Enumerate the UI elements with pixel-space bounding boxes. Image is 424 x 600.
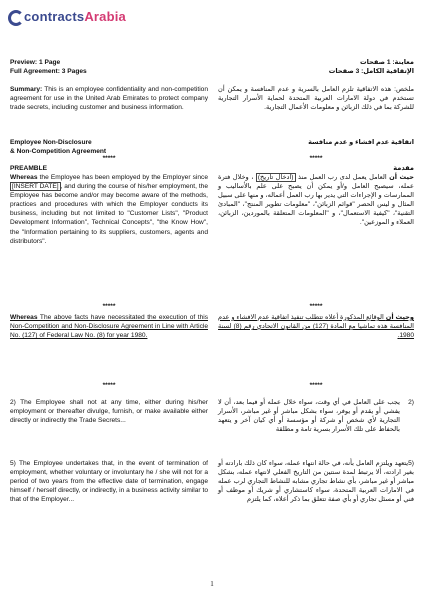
clause-5: 5) The Employee undertakes that, in the event of termination of employment, whether voluntary or involuntary he / she will not for a period of two years from the effective date of termination, engage himself / herself directly, or indirectly, in a business activity similar to that of the Employer... <box>10 460 208 504</box>
clause-2-number-ar: (2 <box>408 399 414 406</box>
whereas-paragraph-1: Whereas the Employee has been employed by the Employer since [INSERT DATE] , and during the course of his/her employment, the Employee has become and/or may become aware of the methods, practices and procedures with which the Employer conducts its business, including but not limited to "Customer Lists", "Product Development Information", Technical Concepts", "the Know How", the "Information pertaining to its suppliers, customers, agents and distributors". <box>10 174 208 245</box>
full-pages-ar: الإتفاقية الكامل: 3 صفحات <box>328 68 414 75</box>
whereas-paragraph-2-ar: وحيث أن الوقائع المذكورة أعلاه تتطلب تنفيذ اتفاقية عدم الافشاء و عدم المنافسة هذه تماشيا مع المادة (127) من القانون الاتحادي رقم (8) لسنة 1980. <box>218 314 415 340</box>
clause-2: 2) The Employee shall not at any time, either during his/her employment or thereafter divulge, furnish, or make available either directly or indirectly the Trade Secrets... <box>10 399 208 425</box>
clause-2-ar: (2 يجب على العامل في أي وقت، سواء خلال عمله أو فيما بعد، أن لا يفشي أو يقدم أو يوفر، سواء بشكل مباشر أو غير مباشر، الأسرار التجارية لأي شخص أو شركة أو مؤسسة أو أي كيان آخر و يتعهد بالحفاظ على تلك الأسرار بسرية تامة و مطلقة <box>218 399 414 434</box>
whereas-paragraph-2: Whereas The above facts have necessitated the execution of this Non-Competition and Non-Disclosure Agreement in Line with Article No. (127) of Federal Law No. (8) for year 1980. <box>10 314 208 340</box>
stars-divider-3-ar: ***** <box>309 382 323 389</box>
stars-divider-2: ***** <box>102 303 116 310</box>
logo-mark-icon <box>8 9 22 23</box>
preview-pages-ar: معاينة: 1 صفحات <box>360 59 414 66</box>
preamble-heading-ar: مقدمة <box>393 165 414 172</box>
insert-date-field: [INSERT DATE] <box>12 183 59 191</box>
stars-divider-3: ***** <box>102 382 116 389</box>
agreement-title-line1: Employee Non-Disclosure <box>10 139 92 146</box>
stars-divider-2-ar: ***** <box>309 303 323 310</box>
summary-ar: ملخص: هذه الاتفاقية تلزم العامل بالسرية و عدم المنافسة و يمكن أن تستخدم في دولة الامارات العربية المتحدة لحماية الأسرار التجارية للشركة بما في ذلك الزبائن و معلومات الأعمال التجارية. <box>218 86 414 112</box>
stars-divider-1: ***** <box>102 155 116 162</box>
logo-text: contractsArabia <box>24 8 126 24</box>
summary: Summary: This is an employee confidentiality and non-competition agreement for use in the United Arab Emirates to protect company trade secrets, including customer and business information. <box>10 86 208 112</box>
preview-pages: Preview: 1 Page <box>10 59 61 66</box>
clause-5-ar: (5يتعهد ويلتزم العامل بأنه، في حالة انتهاء عمله، سواء كان ذلك بارادته أو بغير ارادته، ألا يرتبط لمدة سنتين من التاريخ الفعلي لانتهاء عمله، بشكل مباشر أو غير مباشر، بأي نشاط تجاري مشابه للنشاط التجاري لرب عمله في الامارات العربية المتحدة، سواء كاستشاري أو شريك أو موظف أو فني أو مسئل تجاري أو بأي صفة تتعلق بما ذكر أعلاه، كما يلتزم <box>218 460 414 504</box>
stars-divider-1-ar: ***** <box>309 155 323 162</box>
preamble-heading: PREAMBLE <box>10 165 47 172</box>
whereas-paragraph-1-ar: حيث أن العامل يعمل لدى رب العمل منذ (ادخال تاريخ) ، وخلال فترة عمله، سيصبح العامل و/أو يمكن أن يصبح على علم بالأساليب و الممارسات و الإجراءات التي يدير بها رب العمل أعماله، و منها على سبيل المثال و ليس الحصر "قوائم الزبائن"، "معلومات تطوير المنتج"، "المبادئ التقنية"، "كيفية الاستعمال"، و "المعلومات المتعلقة بالموردين، الزبائن، العملاء و الموزعين". <box>218 174 414 227</box>
agreement-title-line2: & Non-Competition Agreement <box>10 148 107 155</box>
contractsarabia-logo <box>8 6 126 26</box>
agreement-title-ar: اتفاقية عدم افشاء و عدم منافسة <box>308 139 414 146</box>
full-pages: Full Agreement: 3 Pages <box>10 68 87 75</box>
page-number: 1 <box>210 580 214 588</box>
insert-date-field-ar: (ادخال تاريخ) <box>257 174 294 181</box>
